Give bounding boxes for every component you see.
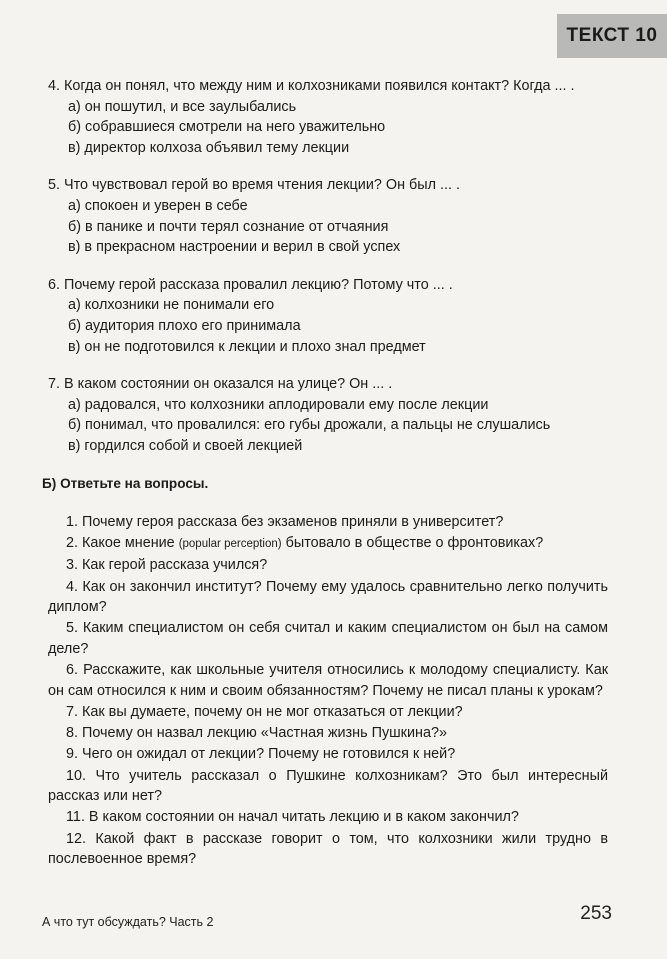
answer-option: б) собравшиеся смотрели на него уважительно (68, 119, 386, 136)
answer-option: в) директор колхоза объявил тему лекции (68, 139, 350, 156)
answer-option: а) спокоен и уверен в себе (68, 197, 248, 214)
answer-option: б) в панике и почти терял сознание от отчаяния (68, 218, 389, 235)
section-b-title: Б) Ответьте на вопросы. (42, 475, 209, 491)
answer-option: б) аудитория плохо его принимала (68, 317, 301, 334)
question-block (48, 76, 608, 158)
question: 7. В каком состоянии он оказался на улице? Он ... . (48, 376, 393, 393)
open-question: 8. Почему он назвал лекцию «Частная жизнь Пушкина?» (66, 725, 447, 742)
question: 6. Почему герой рассказа провалил лекцию? Потому что ... . (48, 276, 453, 293)
open-question (48, 533, 608, 555)
open-question: 1. Почему героя рассказа без экзаменов приняли в университет? (66, 514, 504, 531)
open-question: 5. Каким специалистом он себя считал и каким специалистом он был на самом деле? (48, 620, 608, 658)
question-block (48, 275, 608, 357)
open-question: 7. Как вы думаете, почему он не мог отказаться от лекции? (66, 704, 463, 720)
question-block (48, 175, 608, 257)
question: 4. Когда он понял, что между ним и колхозниками появился контакт? Когда ... . (48, 78, 575, 94)
question-text: бытовало в обществе о фронтовиках? (281, 535, 544, 552)
answer-option: а) колхозники не понимали его (68, 297, 275, 314)
content (42, 76, 608, 870)
page-number: 253 (580, 903, 612, 924)
answer-option: в) гордился собой и своей лекцией (68, 437, 303, 454)
question: 5. Что чувствовал герой во время чтения лекции? Он был ... . (48, 177, 460, 194)
question-text: 2. Какое мнение (66, 535, 179, 552)
open-question: 12. Какой факт в рассказе говорит о том, что колхозники жили трудно в послевоенное время? (48, 830, 608, 868)
open-question: 6. Расскажите, как школьные учителя относились к молодому специалисту. Как он сам относился к ним и своим обязанностям? Почему не писал планы к урокам? (48, 662, 608, 699)
text-number-badge: ТЕКСТ 10 (557, 14, 667, 58)
open-question: 10. Что учитель рассказал о Пушкине колхозникам? Это был интересный рассказ или нет? (48, 767, 608, 805)
open-questions (48, 512, 608, 870)
book-title: А что тут обсуждать? Часть 2 (42, 915, 214, 929)
answer-option: в) он не подготовился к лекции и плохо знал предмет (68, 338, 426, 355)
open-question: 9. Чего он ожидал от лекции? Почему не готовился к ней? (66, 746, 456, 763)
gloss: (popular perception) (178, 538, 282, 551)
question-block (48, 374, 608, 456)
answer-option: а) радовался, что колхозники аплодировали ему после лекции (68, 396, 489, 413)
answer-option: б) понимал, что провалился: его губы дрожали, а пальцы не слушались (68, 417, 551, 434)
open-question: 4. Как он закончил институт? Почему ему удалось сравнительно легко получить диплом? (48, 578, 608, 616)
answer-option: а) он пошутил, и все заулыбались (68, 98, 297, 115)
open-question: 11. В каком состоянии он начал читать лекцию и в каком закончил? (66, 809, 519, 826)
open-question: 3. Как герой рассказа учился? (66, 557, 268, 574)
answer-option: в) в прекрасном настроении и верил в свой успех (68, 239, 401, 256)
